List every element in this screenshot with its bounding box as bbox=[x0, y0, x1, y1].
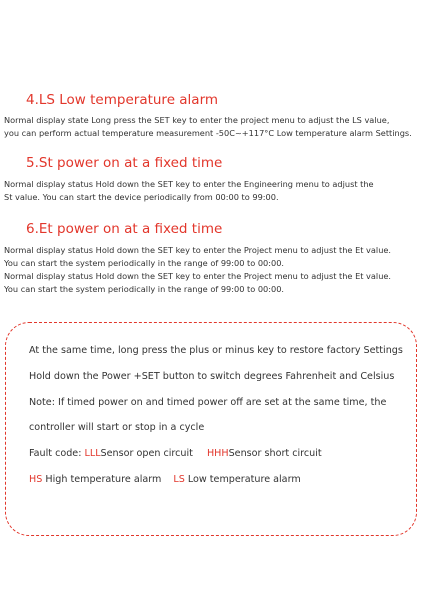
text-line: Normal display status Hold down the SET key to enter the Engineering menu to adjust the bbox=[4, 179, 374, 189]
alarm-codes bbox=[29, 474, 301, 485]
fault-code-lll: LLL bbox=[84, 448, 101, 459]
text-line: St value. You can start the device periodically from 00:00 to 99:00. bbox=[4, 192, 279, 202]
section-title-et: 6.Et power on at a fixed time bbox=[26, 221, 223, 237]
section-title-ls: 4.LS Low temperature alarm bbox=[26, 92, 219, 108]
note-unit-switch: Hold down the Power +SET button to switch degrees Fahrenheit and Celsius bbox=[29, 371, 395, 382]
fault-desc-open: Sensor open circuit bbox=[100, 448, 193, 459]
fault-code-hhh: HHH bbox=[206, 448, 229, 459]
note-timed-power: Note: If timed power on and timed power off are set at the same time, the bbox=[29, 397, 387, 408]
alarm-code-ls: LS bbox=[173, 474, 185, 485]
notes-box bbox=[5, 322, 417, 536]
alarm-desc-high: High temperature alarm bbox=[42, 474, 162, 485]
text-line: you can perform actual temperature measurement -50C~+117°C Low temperature alarm Settings. bbox=[4, 128, 412, 138]
section-title-st: 5.St power on at a fixed time bbox=[26, 155, 223, 171]
section-text-ls bbox=[4, 114, 422, 140]
note-cycle: controller will start or stop in a cycle bbox=[29, 422, 205, 433]
section-text-et bbox=[4, 244, 422, 296]
text-line: You can start the system periodically in the range of 99:00 to 00:00. bbox=[4, 284, 285, 294]
fault-prefix: Fault code: bbox=[29, 448, 85, 459]
alarm-desc-low: Low temperature alarm bbox=[184, 474, 301, 485]
fault-codes bbox=[29, 448, 322, 459]
fault-desc-short: Sensor short circuit bbox=[228, 448, 322, 459]
text-line: You can start the system periodically in the range of 99:00 to 00:00. bbox=[4, 258, 285, 268]
text-line: Normal display state Long press the SET key to enter the project menu to adjust the LS value, bbox=[4, 115, 390, 125]
text-line: Normal display status Hold down the SET key to enter the Project menu to adjust the Et value. bbox=[4, 271, 392, 281]
note-factory-reset: At the same time, long press the plus or minus key to restore factory Settings bbox=[29, 345, 403, 356]
alarm-code-hs: HS bbox=[29, 474, 43, 485]
section-text-st bbox=[4, 178, 422, 204]
text-line: Normal display status Hold down the SET key to enter the Project menu to adjust the Et value. bbox=[4, 245, 392, 255]
